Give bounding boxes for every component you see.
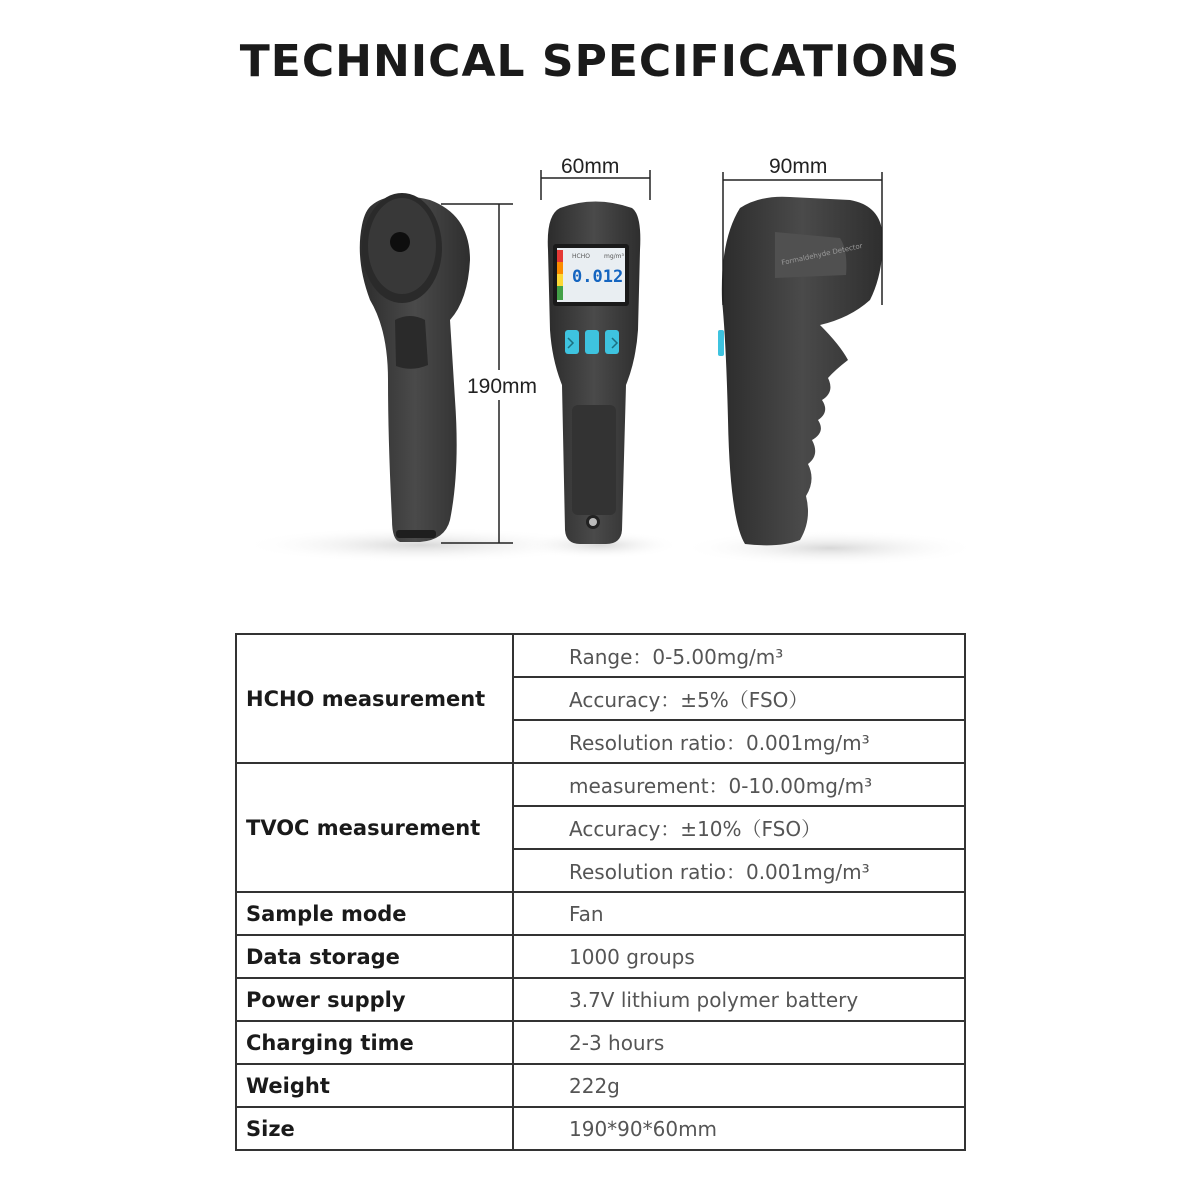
hcho-resolution: Resolution ratio：0.001mg/m³	[513, 720, 965, 763]
height-dimension-label: 190mm	[467, 375, 538, 398]
charging-time-label: Charging time	[236, 1021, 513, 1064]
hcho-range: Range：0-5.00mg/m³	[513, 634, 965, 677]
device-illustration	[0, 140, 1200, 600]
charging-time-value: 2-3 hours	[513, 1021, 965, 1064]
front-width-label: 60mm	[561, 155, 620, 178]
weight-value: 222g	[513, 1064, 965, 1107]
power-supply-label: Power supply	[236, 978, 513, 1021]
tvoc-label: TVOC measurement	[236, 763, 513, 892]
device-front-view	[548, 202, 641, 545]
tvoc-accuracy: Accuracy：±10%（FSO）	[513, 806, 965, 849]
screen-reading: 0.012	[572, 267, 624, 287]
device-back-view	[360, 193, 470, 542]
screen-unit: mg/m³	[604, 253, 624, 260]
device-side-view	[718, 197, 883, 546]
specifications-table	[235, 633, 966, 1151]
sample-mode-label: Sample mode	[236, 892, 513, 935]
side-width-label: 90mm	[769, 155, 828, 178]
sample-mode-value: Fan	[513, 892, 965, 935]
table-row	[236, 1107, 965, 1150]
page-title: TECHNICAL SPECIFICATIONS	[239, 36, 961, 87]
svg-text:HCHO: HCHO	[572, 253, 590, 260]
data-storage-label: Data storage	[236, 935, 513, 978]
device-side-text: Formaldehyde Detector	[780, 241, 864, 267]
table-row	[236, 634, 965, 677]
power-supply-value: 3.7V lithium polymer battery	[513, 978, 965, 1021]
hcho-label: HCHO measurement	[236, 634, 513, 763]
device-figure	[0, 140, 1200, 600]
table-row	[236, 763, 965, 806]
size-value: 190*90*60mm	[513, 1107, 965, 1150]
table-row	[236, 1021, 965, 1064]
size-label: Size	[236, 1107, 513, 1150]
table-row	[236, 1064, 965, 1107]
device-button-middle	[585, 330, 599, 354]
tvoc-resolution: Resolution ratio：0.001mg/m³	[513, 849, 965, 892]
data-storage-value: 1000 groups	[513, 935, 965, 978]
weight-label: Weight	[236, 1064, 513, 1107]
table-row	[236, 978, 965, 1021]
hcho-accuracy: Accuracy：±5%（FSO）	[513, 677, 965, 720]
table-row	[236, 892, 965, 935]
tvoc-measurement: measurement：0-10.00mg/m³	[513, 763, 965, 806]
table-row	[236, 935, 965, 978]
